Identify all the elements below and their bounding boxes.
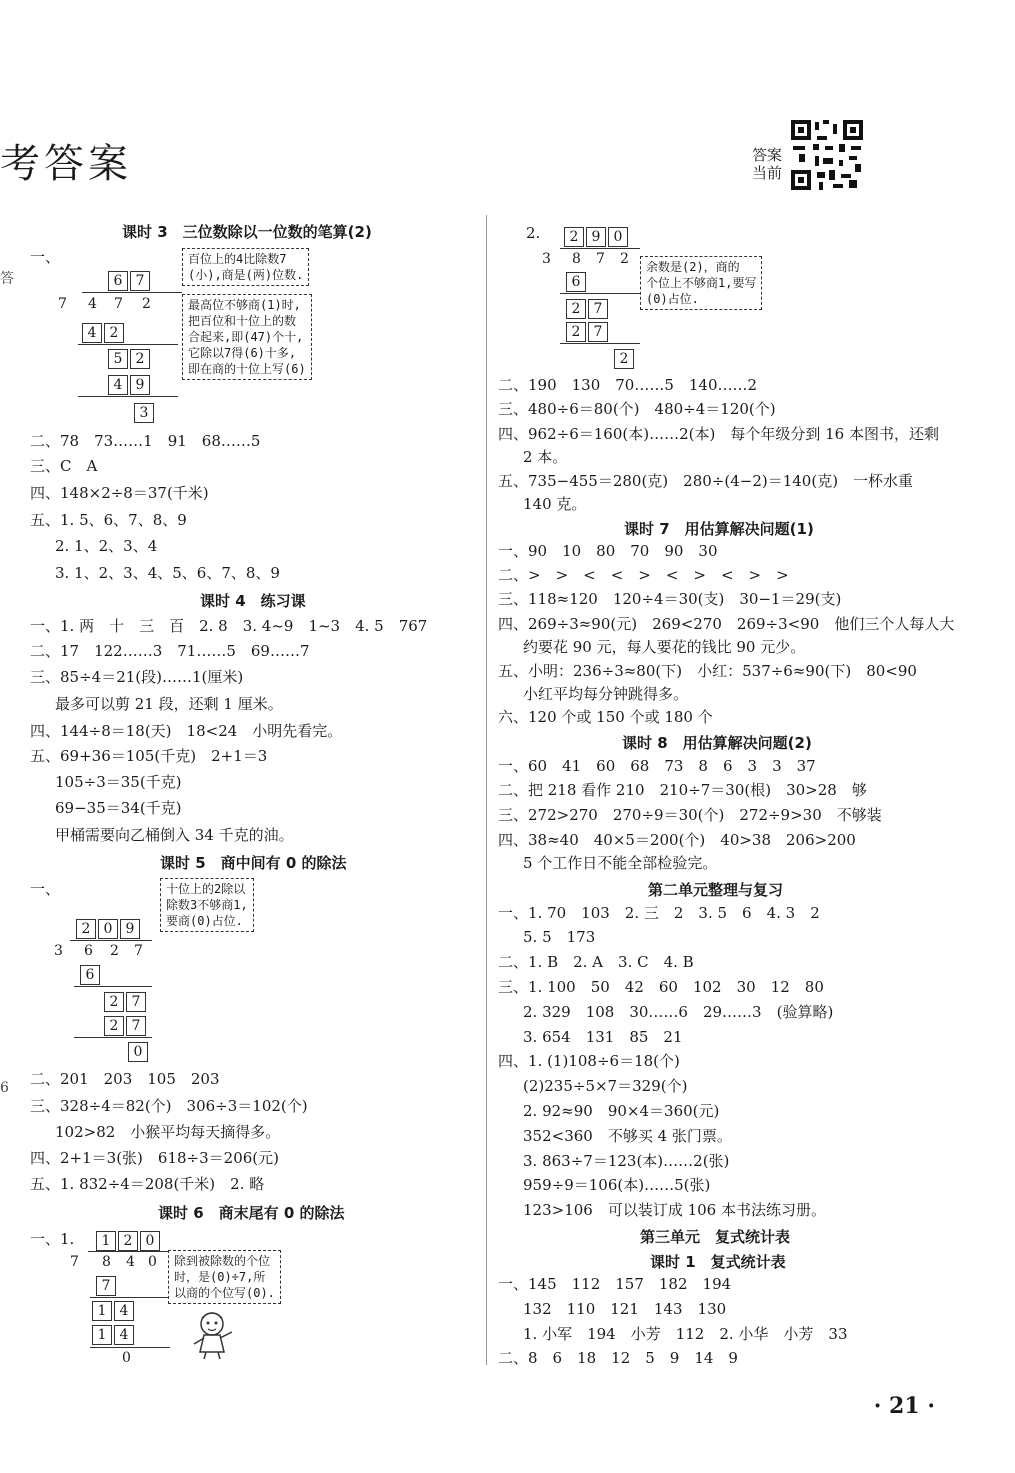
step-digit: 0 (128, 1042, 148, 1062)
dividend-digit: 7 (596, 251, 605, 267)
step-boxes (82, 322, 126, 343)
quotient-digit: 2 (76, 919, 96, 939)
answer-line: 132 110 121 143 130 (523, 1300, 727, 1318)
qr-code-icon[interactable] (789, 118, 865, 192)
step-digit: 2 (614, 349, 634, 369)
answer-line: 最多可以剪 21 段，还剩 1 厘米。 (55, 695, 283, 713)
answer-line: 二、8 6 18 12 5 9 14 9 (498, 1349, 738, 1367)
answer-line: 一、1. 两 十 三 百 2. 8 3. 4~9 1~3 4. 5 767 (30, 617, 428, 635)
answer-line: 二、78 73……1 91 68……5 (30, 432, 261, 450)
answer-line: 一、60 41 60 68 73 8 6 3 3 37 (498, 757, 816, 775)
quotient-boxes (564, 226, 630, 247)
step-digit: 7 (588, 299, 608, 319)
quotient-boxes (76, 918, 142, 939)
dividend-digit: 8 (102, 1254, 111, 1270)
answer-line: 四、38≈40 40×5＝200(个) 40>38 206>200 (498, 831, 856, 849)
qr-label-text (752, 146, 786, 182)
answer-line: 甲桶需要向乙桶倒入 34 千克的油。 (55, 826, 294, 844)
answer-line: 105÷3＝35(千克) (55, 773, 182, 791)
section-heading: 课时 3 三位数除以一位数的笔算(2) (122, 223, 372, 241)
quotient-digit: 9 (120, 919, 140, 939)
quotient-digit: 0 (140, 1231, 160, 1251)
answer-line: 2 本。 (523, 448, 568, 466)
division-bar (560, 248, 640, 249)
step-boxes (128, 1041, 150, 1062)
column-divider (486, 215, 487, 1365)
answer-line: 二、190 130 70……5 140……2 (498, 376, 758, 394)
answer-line: 五、735−455＝280(克) 280÷(4−2)＝140(克) 一杯水重 (498, 472, 914, 490)
answer-line: 5. 5 173 (523, 928, 596, 946)
step-boxes (104, 1015, 148, 1036)
answer-line: 四、269÷3≈90(元) 269<270 269÷3<90 他们三个人每人大 (498, 615, 955, 633)
division-bar (70, 940, 152, 941)
dividend-digit: 2 (620, 251, 629, 267)
answer-line: 69−35＝34(千克) (55, 799, 182, 817)
answer-line: 六、120 个或 150 个或 180 个 (498, 708, 713, 726)
answer-line: 一、145 112 157 182 194 (498, 1275, 732, 1293)
answer-line: 3. 863÷7＝123(本)……2(张) (523, 1152, 730, 1170)
qr-label-line: 答案 (752, 146, 783, 164)
answer-line: 5 个工作日不能全部检验完。 (523, 854, 718, 872)
section-heading: 课时 5 商中间有 0 的除法 (160, 854, 347, 872)
step-boxes (134, 402, 156, 423)
hint-note: 十位上的2除以 除数3不够商1, 要商(0)占位. (160, 878, 254, 932)
qr-label (752, 146, 786, 182)
quotient-digit: 1 (96, 1231, 116, 1251)
hint-note: 最高位不够商(1)时, 把百位和十位上的数 合起来,即(47)个十, 它除以7得(6)十多, 即在商的十位上写(6) (182, 294, 312, 380)
step-digit: 1 (92, 1325, 112, 1345)
answer-line: 四、1. (1)108÷6＝18(个) (498, 1052, 680, 1070)
dividend-digit: 7 (134, 943, 143, 959)
step-digit: 4 (108, 375, 128, 395)
dividend-digit: 2 (110, 943, 119, 959)
section-heading: 课时 4 练习课 (200, 592, 306, 610)
step-boxes (92, 1300, 136, 1321)
quotient-digit: 7 (130, 271, 150, 291)
answer-line: 五、1. 5、6、7、8、9 (30, 511, 187, 529)
hint-note: 百位上的4比除数7 (小),商是(两)位数. (182, 248, 309, 286)
step-digit: 2 (566, 299, 586, 319)
answer-line: 1. 小军 194 小芳 112 2. 小华 小芳 33 (523, 1325, 848, 1343)
question-label: 一、1. (30, 1230, 75, 1248)
answer-line: 二、把 218 看作 210 210÷7＝30(根) 30>28 够 (498, 781, 867, 799)
step-digit: 2 (104, 992, 124, 1012)
cartoon-mascot-icon (190, 1308, 240, 1360)
question-label: 一、 (30, 248, 61, 266)
answer-line: 2. 92≈90 90×4＝360(元) (523, 1102, 720, 1120)
answer-line: 四、962÷6＝160(本)……2(本) 每个年级分到 16 本图书，还剩 (498, 425, 939, 443)
answer-line: 102>82 小猴平均每天摘得多。 (55, 1123, 281, 1141)
divisor: 3 (54, 943, 63, 959)
answer-line: 三、1. 100 50 42 60 102 30 12 80 (498, 978, 824, 996)
answer-line: (2)235÷5×7＝329(个) (523, 1077, 688, 1095)
answer-line: 2. 1、2、3、4 (55, 537, 158, 555)
answer-line: 3. 654 131 85 21 (523, 1028, 683, 1046)
page-number: · 21 · (873, 1393, 935, 1419)
dividend-digit: 8 (572, 251, 581, 267)
answer-line: 二、> > < < > < > < > > (498, 566, 789, 584)
division-step-line (78, 396, 178, 397)
division-step-line (560, 343, 640, 344)
answer-line: 三、328÷4＝82(个) 306÷3＝102(个) (30, 1097, 308, 1115)
step-digit: 2 (104, 323, 124, 343)
page-title: 考答案 (0, 141, 132, 187)
division-step-line (74, 1037, 152, 1038)
answer-line: 三、85÷4＝21(段)……1(厘米) (30, 668, 244, 686)
answer-line: 一、1. 70 103 2. 三 2 3. 5 6 4. 3 2 (498, 904, 820, 922)
division-step-line (90, 1347, 170, 1348)
step-digit: 1 (92, 1301, 112, 1321)
question-label: 一、 (30, 880, 61, 898)
answer-line: 三、C A (30, 457, 98, 475)
answer-line: 五、69+36＝105(千克) 2+1＝3 (30, 747, 268, 765)
answer-line: 约要花 90 元，每人要花的钱比 90 元少。 (523, 638, 806, 656)
division-step-line (560, 293, 640, 294)
step-digit: 2 (566, 322, 586, 342)
step-digit: 2 (130, 349, 150, 369)
dividend-digit: 0 (148, 1254, 157, 1270)
answer-line: 五、1. 832÷4＝208(千米) 2. 略 (30, 1175, 265, 1193)
section-heading: 课时 7 用估算解决问题(1) (624, 520, 814, 538)
section-heading: 第二单元整理与复习 (648, 881, 784, 899)
division-step-line (78, 344, 178, 345)
step-digit: 2 (104, 1016, 124, 1036)
divisor: 7 (70, 1254, 79, 1270)
answer-line: 四、148×2÷8＝37(千米) (30, 484, 209, 502)
section-heading: 课时 1 复式统计表 (650, 1253, 786, 1271)
answer-line: 二、1. B 2. A 3. C 4. B (498, 953, 694, 971)
answer-line: 352<360 不够买 4 张门票。 (523, 1127, 732, 1145)
dividend-digit: 7 (114, 296, 123, 312)
step-boxes (96, 1275, 118, 1296)
division-step-line (90, 1297, 170, 1298)
step-boxes (108, 348, 152, 369)
answer-line: 三、272>270 270÷9＝30(个) 272÷9>30 不够装 (498, 806, 882, 824)
answer-line: 三、118≈120 120÷4＝30(支) 30−1＝29(支) (498, 590, 842, 608)
remainder: 0 (122, 1350, 131, 1366)
step-digit: 5 (108, 349, 128, 369)
section-heading: 第三单元 复式统计表 (640, 1228, 791, 1246)
division-bar (82, 292, 182, 293)
answer-line: 四、2+1＝3(张) 618÷3＝206(元) (30, 1149, 279, 1167)
quotient-boxes (108, 270, 152, 291)
step-digit: 7 (588, 322, 608, 342)
division-bar (88, 1251, 170, 1252)
divisor: 7 (58, 296, 67, 312)
step-digit: 9 (130, 375, 150, 395)
answer-line: 三、480÷6＝80(个) 480÷4＝120(个) (498, 400, 776, 418)
answer-line: 140 克。 (523, 495, 587, 513)
step-boxes (614, 348, 636, 369)
question-label: 2. (526, 224, 541, 242)
step-boxes (80, 964, 102, 985)
section-heading: 课时 6 商末尾有 0 的除法 (158, 1204, 345, 1222)
step-digit: 4 (82, 323, 102, 343)
dividend-digit: 6 (84, 943, 93, 959)
answer-line: 2. 329 108 30……6 29……3 (验算略) (523, 1003, 834, 1021)
quotient-digit: 2 (564, 227, 584, 247)
hint-note: 除到被除数的个位 时，是(0)÷7,所 以商的个位写(0). (168, 1250, 281, 1304)
quotient-digit: 0 (98, 919, 118, 939)
answer-line: 3. 1、2、3、4、5、6、7、8、9 (55, 564, 280, 582)
answer-line: 123>106 可以装订成 106 本书法练习册。 (523, 1201, 826, 1219)
quotient-digit: 9 (586, 227, 606, 247)
dividend-digit: 2 (142, 296, 151, 312)
step-boxes (566, 271, 588, 292)
step-digit: 7 (126, 1016, 146, 1036)
dividend-digit: 4 (126, 1254, 135, 1270)
step-digit: 3 (134, 403, 154, 423)
step-digit: 7 (126, 992, 146, 1012)
answer-line: 四、144÷8＝18(天) 18<24 小明先看完。 (30, 722, 343, 740)
answer-line: 五、小明：236÷3≈80(下) 小红：537÷6≈90(下) 80<90 (498, 662, 917, 680)
dividend-digit: 4 (88, 296, 97, 312)
quotient-digit: 6 (108, 271, 128, 291)
step-digit: 6 (80, 965, 100, 985)
step-digit: 4 (114, 1301, 134, 1321)
step-digit: 4 (114, 1325, 134, 1345)
margin-char: 6 (0, 1080, 9, 1096)
answer-line: 一、90 10 80 70 90 30 (498, 542, 718, 560)
hint-note: 余数是(2)，商的 个位上不够商1,要写 (0)占位. (640, 256, 762, 310)
step-boxes (566, 298, 610, 319)
margin-char: 答 (0, 271, 14, 287)
step-boxes (92, 1324, 136, 1345)
answer-line: 959÷9＝106(本)……5(张) (523, 1176, 711, 1194)
answer-line: 二、201 203 105 203 (30, 1070, 220, 1088)
divisor: 3 (542, 251, 551, 267)
quotient-boxes (96, 1230, 162, 1251)
division-step-line (74, 986, 152, 987)
quotient-digit: 0 (608, 227, 628, 247)
step-boxes (566, 321, 610, 342)
section-heading: 课时 8 用估算解决问题(2) (622, 734, 812, 752)
step-digit: 6 (566, 272, 586, 292)
answer-line: 小红平均每分钟跳得多。 (523, 685, 689, 703)
step-boxes (104, 991, 148, 1012)
qr-label-line: 当前 (752, 164, 783, 182)
step-digit: 7 (96, 1276, 116, 1296)
quotient-digit: 2 (118, 1231, 138, 1251)
step-boxes (108, 374, 152, 395)
answer-line: 二、17 122……3 71……5 69……7 (30, 642, 310, 660)
